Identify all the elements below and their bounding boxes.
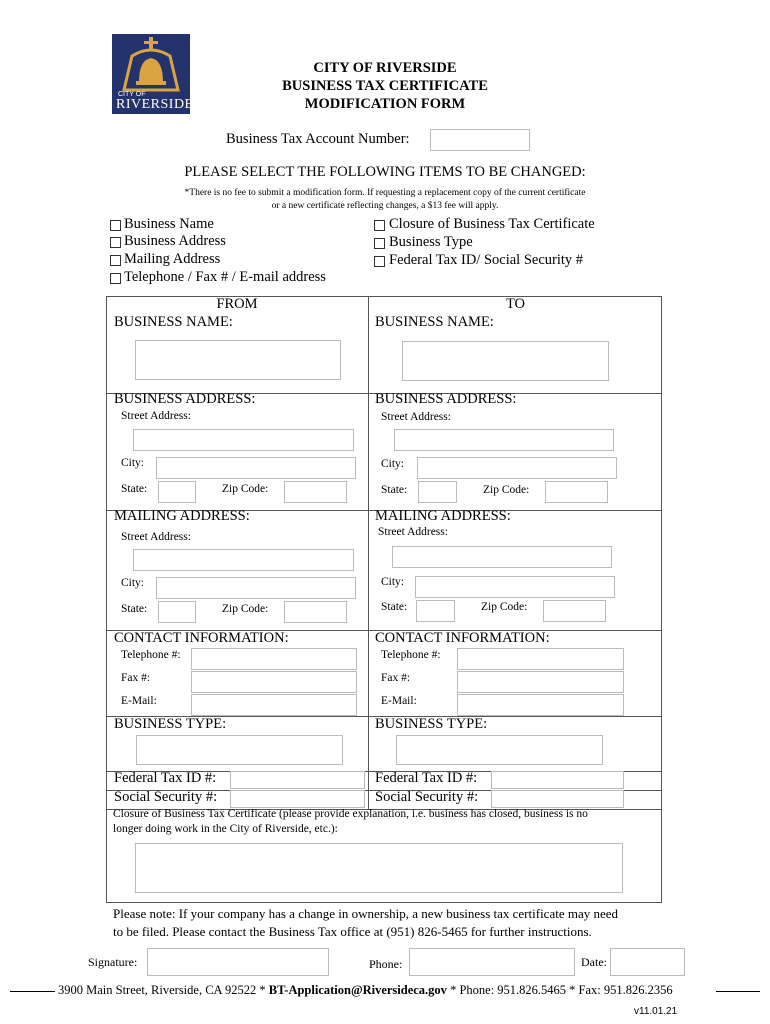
header-line-2: BUSINESS TAX CERTIFICATE <box>282 78 488 94</box>
federal-id-option: Federal Tax ID/ Social Security # <box>389 252 584 268</box>
contact-option: Telephone / Fax # / E-mail address <box>124 269 326 285</box>
to-state-label: State: <box>381 484 408 496</box>
from-mail-state-input[interactable] <box>158 601 196 623</box>
footer-email-link[interactable]: BT-Application@Riversideca.gov <box>268 983 447 997</box>
closure-text-2: longer doing work in the City of Riverside, etc.): <box>113 823 338 835</box>
from-street-label: Street Address: <box>121 410 191 422</box>
select-heading: PLEASE SELECT THE FOLLOWING ITEMS TO BE CHANGED: <box>184 164 586 180</box>
from-state-input[interactable] <box>158 481 196 503</box>
to-mail-street-label: Street Address: <box>378 526 448 538</box>
phone-input[interactable] <box>409 948 575 976</box>
business-address-checkbox[interactable] <box>110 237 121 248</box>
fee-note-1: *There is no fee to submit a modification form. If requesting a replacement copy of the current certificate <box>184 188 586 198</box>
from-mail-state-label: State: <box>121 603 148 615</box>
to-contact-label: CONTACT INFORMATION: <box>375 630 550 646</box>
to-social-label: Social Security #: <box>375 789 479 805</box>
to-city-label: City: <box>381 458 405 470</box>
to-business-type-label: BUSINESS TYPE: <box>375 716 488 732</box>
footer-contact: * Phone: 951.826.5465 * Fax: 951.826.2356 <box>446 983 673 997</box>
to-email-label: E-Mail: <box>381 695 417 707</box>
to-mail-state-label: State: <box>381 601 408 613</box>
from-telephone-input[interactable] <box>191 648 357 670</box>
from-fax-input[interactable] <box>191 671 357 693</box>
to-mail-state-input[interactable] <box>416 600 455 622</box>
header-line-1: CITY OF RIVERSIDE <box>313 60 457 76</box>
from-federal-label: Federal Tax ID #: <box>114 770 217 786</box>
to-federal-input[interactable] <box>491 771 624 789</box>
to-business-name-input[interactable] <box>402 341 609 381</box>
date-input[interactable] <box>610 948 685 976</box>
to-mail-city-input[interactable] <box>415 576 615 598</box>
signature-label: Signature: <box>88 955 138 969</box>
fee-note-2: or a new certificate reflecting changes, a $13 fee will apply. <box>271 201 499 211</box>
to-city-input[interactable] <box>417 457 617 479</box>
to-zip-label: Zip Code: <box>483 484 530 496</box>
logo-text-big: RIVERSIDE <box>116 97 194 112</box>
to-state-input[interactable] <box>418 481 457 503</box>
to-social-input[interactable] <box>491 790 624 808</box>
version-label: v11.01.21 <box>634 1006 678 1017</box>
table-divider <box>368 296 369 810</box>
from-mail-street-input[interactable] <box>133 549 354 571</box>
from-mail-city-input[interactable] <box>156 577 356 599</box>
from-zip-input[interactable] <box>284 481 347 503</box>
to-fax-input[interactable] <box>457 671 624 693</box>
signature-input[interactable] <box>147 948 329 976</box>
federal-id-checkbox[interactable] <box>374 256 385 267</box>
from-heading: FROM <box>216 296 258 312</box>
ownership-note-1: Please note: If your company has a change in ownership, a new business tax certificate may need <box>113 906 619 921</box>
to-telephone-input[interactable] <box>457 648 624 670</box>
from-telephone-label: Telephone #: <box>121 649 181 661</box>
closure-text-1: Closure of Business Tax Certificate (please provide explanation, i.e. business has closed, business is no <box>113 808 588 820</box>
to-mail-street-input[interactable] <box>392 546 612 568</box>
to-street-input[interactable] <box>394 429 614 451</box>
to-mail-zip-label: Zip Code: <box>481 601 528 613</box>
to-mailing-address-label: MAILING ADDRESS: <box>375 508 511 524</box>
from-email-input[interactable] <box>191 694 357 716</box>
from-business-name-input[interactable] <box>135 340 341 380</box>
closure-option: Closure of Business Tax Certificate <box>389 216 595 232</box>
closure-checkbox[interactable] <box>374 220 385 231</box>
to-email-input[interactable] <box>457 694 624 716</box>
to-heading: TO <box>505 296 526 312</box>
to-street-label: Street Address: <box>381 411 451 423</box>
from-business-name-label: BUSINESS NAME: <box>114 314 233 330</box>
footer-rule-right <box>716 991 760 992</box>
business-address-option: Business Address <box>124 233 226 249</box>
date-label: Date: <box>581 955 607 969</box>
from-mail-zip-input[interactable] <box>284 601 347 623</box>
from-business-type-input[interactable] <box>136 735 343 765</box>
footer-line <box>58 983 673 998</box>
from-business-address-label: BUSINESS ADDRESS: <box>114 391 256 407</box>
business-name-option: Business Name <box>124 216 214 232</box>
from-zip-label: Zip Code: <box>222 483 269 495</box>
from-social-label: Social Security #: <box>114 789 218 805</box>
closure-explanation-input[interactable] <box>135 843 623 893</box>
from-mail-zip-label: Zip Code: <box>222 603 269 615</box>
account-number-input[interactable] <box>430 129 530 151</box>
from-street-input[interactable] <box>133 429 354 451</box>
to-business-address-label: BUSINESS ADDRESS: <box>375 391 517 407</box>
phone-label: Phone: <box>369 957 403 971</box>
business-type-option: Business Type <box>389 234 473 250</box>
to-zip-input[interactable] <box>545 481 608 503</box>
to-business-type-input[interactable] <box>396 735 603 765</box>
from-state-label: State: <box>121 483 148 495</box>
from-city-input[interactable] <box>156 457 356 479</box>
header-line-3: MODIFICATION FORM <box>304 96 466 112</box>
from-federal-input[interactable] <box>230 771 365 789</box>
city-logo <box>112 34 194 114</box>
contact-checkbox[interactable] <box>110 273 121 284</box>
from-social-input[interactable] <box>230 790 365 808</box>
from-contact-label: CONTACT INFORMATION: <box>114 630 289 646</box>
to-telephone-label: Telephone #: <box>381 649 441 661</box>
bell-icon <box>112 34 190 94</box>
to-mail-zip-input[interactable] <box>543 600 606 622</box>
account-number-label: Business Tax Account Number: <box>226 131 410 147</box>
from-email-label: E-Mail: <box>121 695 157 707</box>
business-name-checkbox[interactable] <box>110 220 121 231</box>
from-city-label: City: <box>121 457 145 469</box>
logo-text-small: CITY OF <box>118 91 146 98</box>
from-mail-city-label: City: <box>121 577 145 589</box>
footer-address: 3900 Main Street, Riverside, CA 92522 * <box>58 983 269 997</box>
from-business-type-label: BUSINESS TYPE: <box>114 716 227 732</box>
to-mail-city-label: City: <box>381 576 405 588</box>
footer-rule-left <box>10 991 55 992</box>
to-federal-label: Federal Tax ID #: <box>375 770 478 786</box>
from-mail-street-label: Street Address: <box>121 531 191 543</box>
to-business-name-label: BUSINESS NAME: <box>375 314 494 330</box>
from-mailing-address-label: MAILING ADDRESS: <box>114 508 250 524</box>
business-type-checkbox[interactable] <box>374 238 385 249</box>
mailing-address-checkbox[interactable] <box>110 255 121 266</box>
mailing-address-option: Mailing Address <box>124 251 221 267</box>
to-fax-label: Fax #: <box>381 672 411 684</box>
ownership-note-2: to be filed. Please contact the Business Tax office at (951) 826-5465 for further instructions. <box>113 924 592 939</box>
from-fax-label: Fax #: <box>121 672 151 684</box>
